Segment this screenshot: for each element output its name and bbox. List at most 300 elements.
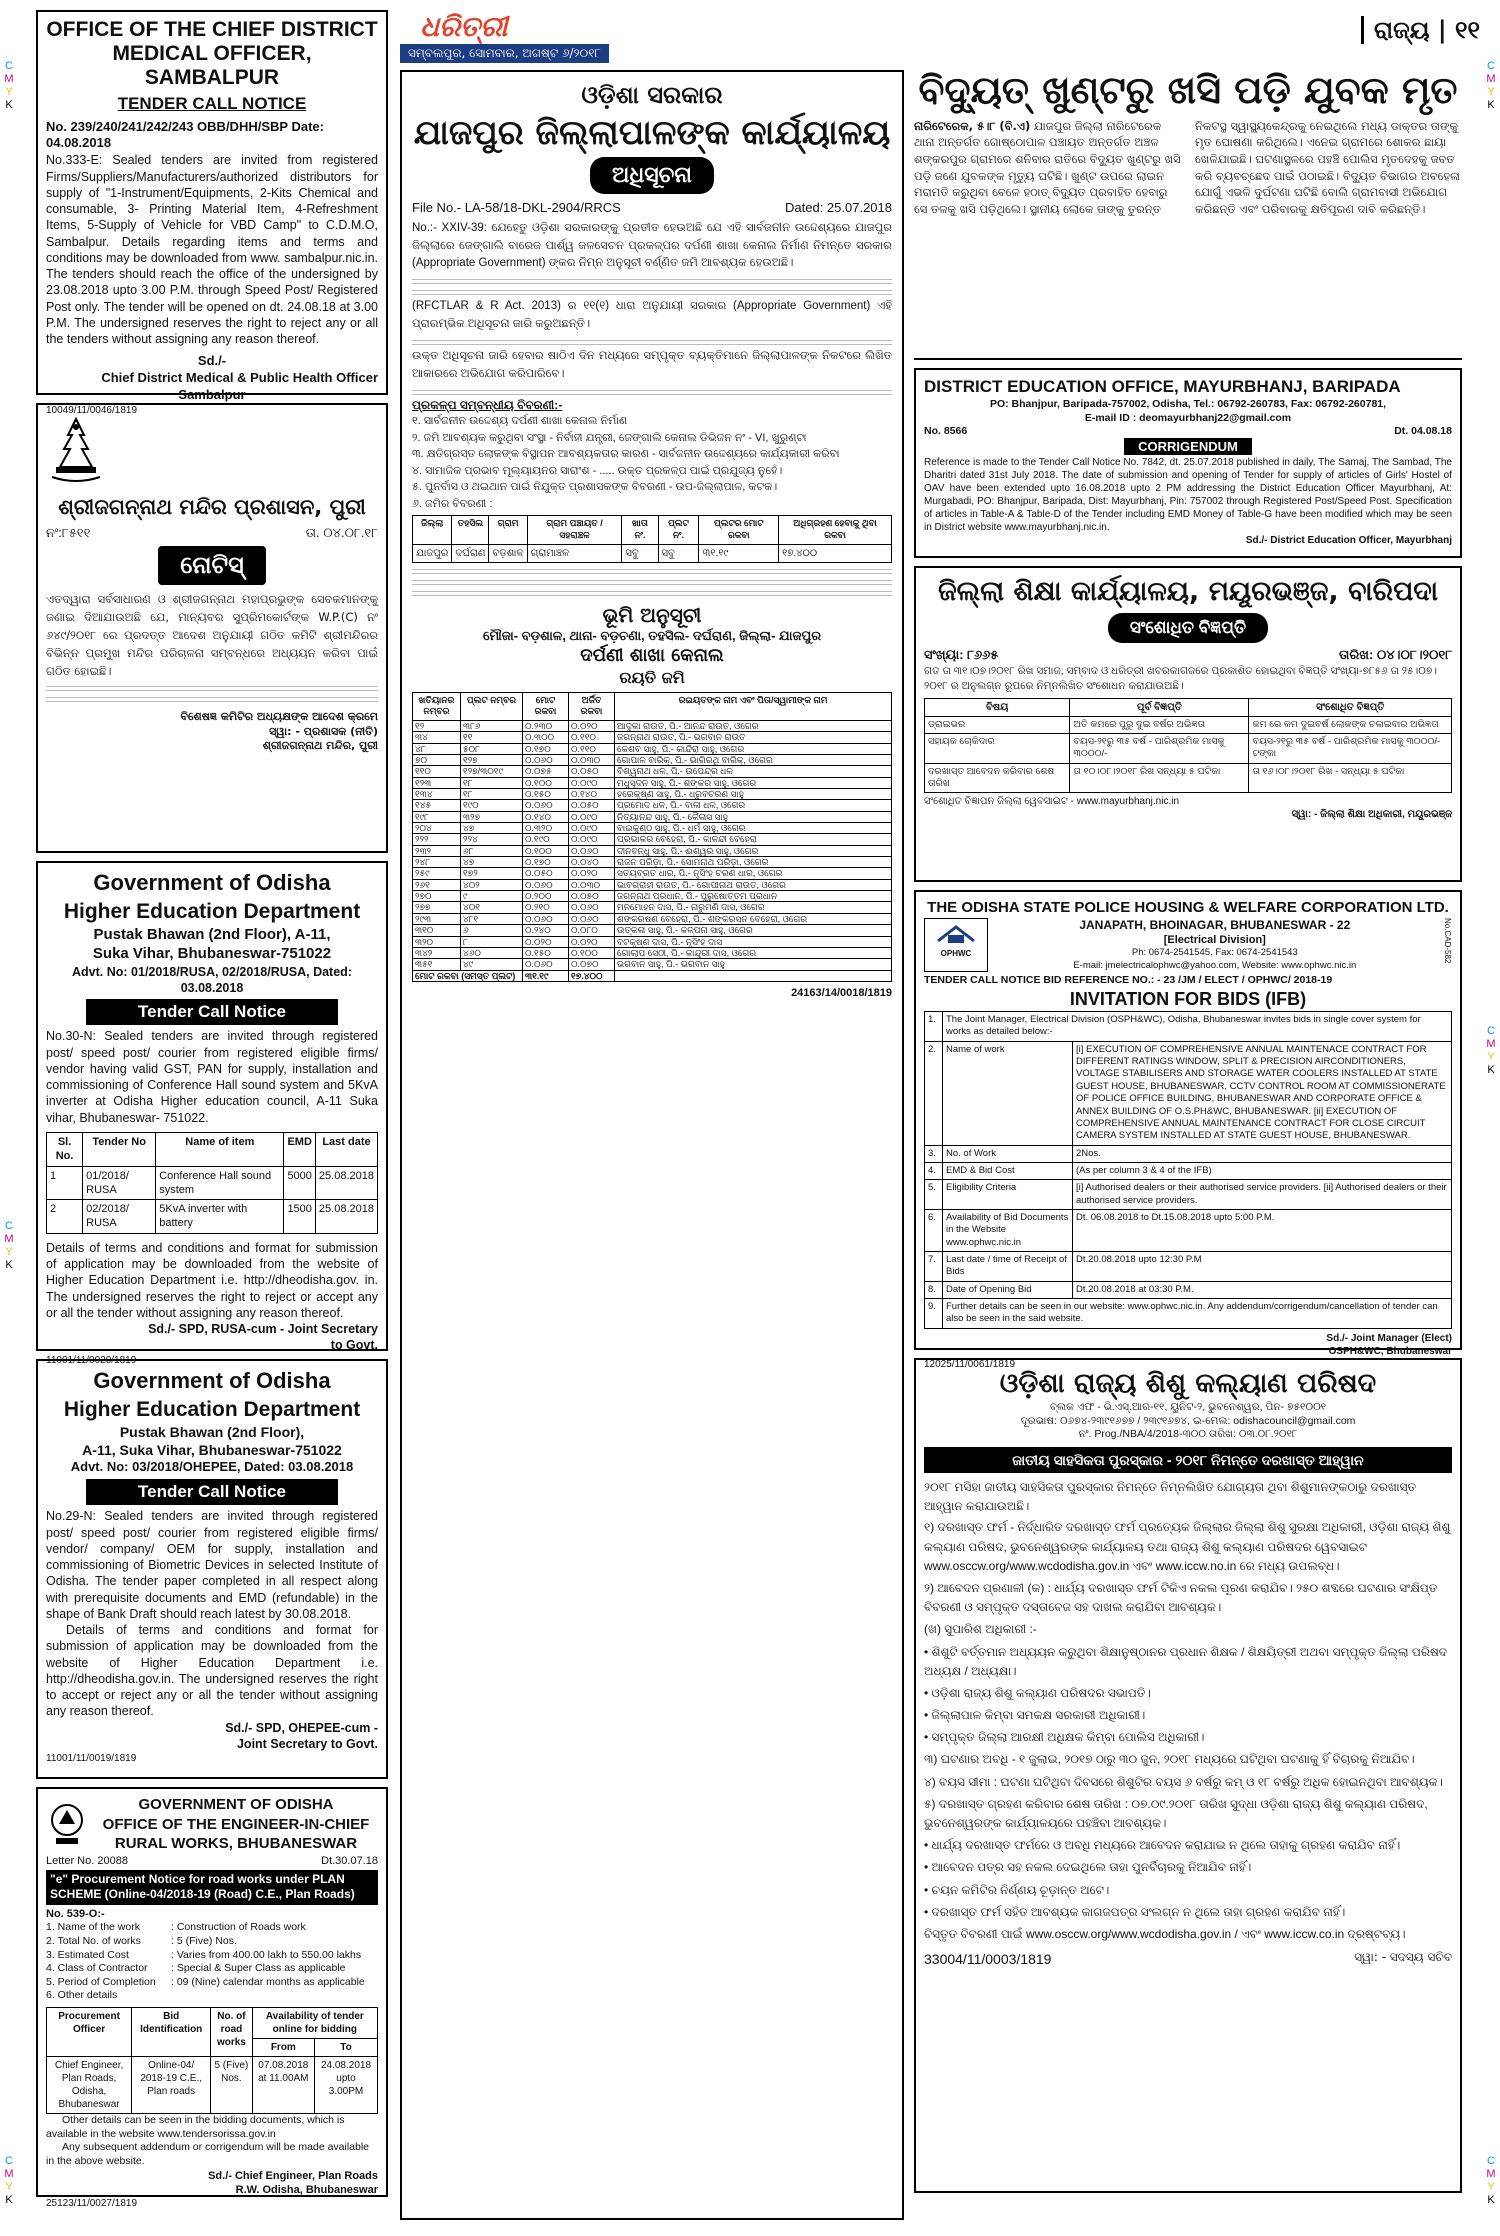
detail-row [46,1976,378,1990]
ad-code: 25123/11/0027/1819 [46,2198,138,2210]
list-title: ପ୍ରକଳ୍ପ ସମ୍ବନ୍ଧୀୟ ବିବରଣୀ:- [412,397,563,412]
ad-number: ସଂଖ୍ୟା: ୮୬୬୫ [924,647,999,663]
ad-reference: No. 239/240/241/242/243 OBB/DHH/SBP Date: 04.08.2018 [46,118,324,151]
bid-reference: TENDER CALL NOTICE BID REFERENCE NO.: - 23 /JM / ELECT / OPHWC/ 2018-19 [924,974,1333,987]
ad-number: No. 8566 [924,425,968,438]
table-cell: ୩୫୧ [413,959,461,970]
table-cell: ୧୨୭ [461,755,523,766]
table-cell: Eligibility Criteria [943,1180,1073,1210]
table-header [925,698,1452,716]
table-row [47,2057,378,2114]
table-cell: ୧୨ [413,720,461,731]
table-header-cell: Bid Identification [132,2008,211,2057]
table-cell: ୦.୦୨୦ [523,936,569,947]
table-cell: Online-04/ 2018-19 C.E., Plan roads [132,2057,211,2114]
table-cell: 2Nos. [1073,1145,1452,1162]
table-cell: ଦରଖାସ୍ତ ଆବେଦନ କରିବାର ଶେଷ ତାରିଖ [925,763,1070,793]
ad-title: Higher Education Department [63,1397,361,1421]
table-cell: ୦.୦୬୦ [523,959,569,970]
table-cell: ସତ୍ୟବ୍ରତ ଧାର, ପି.- ନୃସିଂହ ଚରଣ ଧାର, ଓଗେର [615,868,892,879]
temple-emblem-icon [46,415,106,485]
table-cell: EMD & Bid Cost [943,1162,1073,1179]
ad-higher-education-ohepee [36,1359,388,1779]
table-cell: ୩୮୬ [461,720,523,731]
table-cell: ୪୮୧ [461,913,523,924]
table-cell: 5. [925,1180,943,1210]
ad-email: E-mail: jmelectricalophwc@yahoo.com, Website: www.ophwc.nic.in [1073,959,1357,971]
table-cell: ୦.୦୫୦ [569,766,615,777]
news-story [914,70,1462,360]
table-cell: Date of Opening Bid [943,1281,1073,1298]
ad-body: No.30-N: Sealed tenders are invited through registered post/ speed post/ courier from registered eligible firms/ vendor having valid GST, PAN for supply, installation and commissioning of Conference Hall sound system and 5KvA inverter at Odisha Higher education council, A-11 Suka vihar, Bhubaneswar- 751022. [46,1029,378,1125]
table-row [413,732,892,743]
award-banner: ଜାତୀୟ ସାହସିକତା ପୁରସ୍କାର - ୨୦୧୮ ନିମନ୍ତେ ଦରଖାସ୍ତ ଆହ୍ୱାନ [924,1447,1452,1473]
table-header-cell: Name of item [156,1132,284,1166]
table-cell: ୦.୨୦୦ [523,891,569,902]
ad-sign: ସ୍ୱା: - ପ୍ରଶାସକ (ନୀତି) [269,724,378,738]
yellow-mark: Y [1487,86,1495,98]
table-cell: ୧୯୮ [413,811,461,822]
notice-banner [46,546,378,585]
table-header-cell: ଖାତା ନଂ. [622,516,658,544]
magenta-mark: M [1486,2168,1496,2180]
ad-jagannath-temple [36,403,388,853]
ad-code: 11001/11/0019/1819 [46,1753,137,1764]
table-cell: ୨୪୮ [413,857,461,868]
table-cell: ତା ୧୦।୦୮।୨୦୧୮ ରିଖ ସନ୍ଧ୍ୟା ୫ ଘଟିକା [1070,763,1249,793]
table-cell: ୨୨୨ [413,834,461,845]
table-cell: ୦.୦୬୦ [523,879,569,890]
table-cell: ଜଗନ୍ନାଥ ପ୍ରଧାନ, ପି.- ପୁରୁଷୋତ୍ତମ ପ୍ରଧାନ [615,891,892,902]
land-schedule-table [412,692,892,982]
tender-bar: Tender Call Notice [86,999,338,1025]
ad-title: OFFICE OF THE CHIEF DISTRICT MEDICAL OFFICER, SAMBALPUR [46,18,378,90]
table-cell: ଅତି କମରେ ପୁରୁ ଦୁଇ ବର୍ଷର ଅଭିଜ୍ଞତା [1070,716,1249,733]
ad-child-welfare-council [914,1358,1462,2193]
table-header [47,1132,378,1166]
newspaper-logo: ଧରିତ୍ରୀ [420,10,508,43]
table-cell: ୩୪୨ [413,947,461,958]
detail-value: : Construction of Roads work [171,1921,306,1934]
rw-ref-row [46,1854,378,1868]
ad-title: ଯାଜପୁର ଜିଲ୍ଲାପାଳଙ୍କ କାର୍ଯ୍ୟାଳୟ [413,113,891,154]
table-row [413,857,892,868]
table-cell: ୦.୧୦୦ [523,845,569,856]
ad-sign: Sd./- SPD, RUSA-cum - Joint Secretary [148,1322,378,1337]
table-cell: ଗୋପାଳ ବାରିକ୍, ପି.- ଭାଗିରଥି ବାରିକ୍, ଓଗେର [615,755,892,766]
table-cell: Name of work [943,1041,1073,1145]
table-cell: ୪୦୧ [461,902,523,913]
table-cell: Dt.20.08.2018 at 03:30 P.M. [1073,1281,1452,1298]
ad-title: Government of Odisha [93,1368,331,1393]
table-cell: ବାଇକୁଣ୍ଠ ସାହୁ, ପି.- ଧର୍ମ ସାହୁ, ଓଗେର [615,823,892,834]
table-cell: ପ୍ରମୋଦ ଧଳ, ପି.- ବାଳା ଧଳ, ଓଗେର [615,800,892,811]
detail-row [46,1949,378,1963]
ad-body: No.29-N: Sealed tenders are invited through registered post/ speed post/ courier from registered eligible firms/ vendor/ company/ OEM for supply, installation and commissioning of Biometric Devices in selected Institute of Odisha. The tender paper completed in all respect along with prerequisite documents and EMD (refundable) in the shape of Bank Draft should reach latest by 30.08.2018. [46,1509,378,1621]
table-cell: ଗ୍ରାମାଞ୍ଚଳ [527,544,622,562]
rw-details [46,1921,378,2003]
table-cell: ଦୀନବନ୍ଧୁ ସାହୁ, ପି.- ଈଶ୍ୱର ସାହୁ, ଓଗେର [615,845,892,856]
table-cell: ଭଗବାନ ସାହୁ, ପି.- ଭଗବାନ ସାହୁ [615,959,892,970]
text-lines [412,577,892,585]
table-cell: ଯାଜପୁର [413,544,452,562]
table-cell: ୧୪୫ [413,800,461,811]
table-header-cell: To [315,2039,378,2057]
detail-label: 1. Name of the work [46,1921,140,1934]
ad-address: A-11, Suka Vihar, Bhubaneswar-751022 [82,1442,342,1459]
ad-sign: R.W. Odisha, Bhubaneswar [235,2183,378,2196]
table-header-cell: Tender No [83,1132,156,1166]
right-column [914,70,1462,2201]
ad-date: Dt.30.07.18 [321,1854,378,1867]
table-cell: ୦.୦୭୦ [569,959,615,970]
rw-header [46,1795,378,1854]
yellow-mark: Y [5,86,13,98]
table-cell: ୦.୧୪୦ [523,811,569,822]
ad-date: ତା. ୦୪.୦୮.୧୮ [305,525,378,541]
detail-label: 2. Total No. of works [46,1934,141,1947]
tender-bar: Tender Call Notice [86,1479,338,1505]
ad-sign: Sambalpur [178,387,246,403]
table-cell: ୦.୧୭୦ [523,857,569,868]
news-body [914,118,1462,218]
table-row [413,743,892,754]
yellow-mark: Y [5,2181,13,2193]
table-cell: 25.08.2018 [315,1200,377,1234]
cyan-mark: C [1487,2155,1495,2167]
table-cell: 1 [47,1166,83,1200]
table-cell: ୨୩୨ [413,845,461,856]
land-kind: ରୟତି ଜମି [619,667,685,687]
list-item: ୬. ଜମିର ବିବରଣୀ : [412,497,493,510]
table-cell: ୦.୦୯୦ [569,823,615,834]
table-header-cell: From [252,2039,314,2057]
ad-sign: Sd./- District Education Officer, Mayurbhanj [1245,534,1452,546]
ad-body: ଏତଦ୍ୱାରା ସର୍ବସାଧାରଣ ଓ ଶ୍ରୀଜଗନ୍ନାଥ ମହାପ୍ରଭୁଙ୍କ ସେବକମାନଙ୍କୁ ଜଣାଇ ଦିଆଯାଉଅଛି ଯେ, ମାନ୍ୟବର ସୁପ୍ରିମକୋର୍ଟଙ୍କ W.P.(C) ନଂ ୬୪୯/୨୦୧୮ ରେ ପ୍ରଦତ୍ତ ଆଦେଶ ଅନୁଯାୟୀ ଗଠିତ କମିଟି ଶ୍ରୀମନ୍ଦିରର ବିଭିନ୍ନ ପ୍ରମୁଖ ମନ୍ଦିର ପରିଚାଳନା ସମ୍ବନ୍ଧରେ ଅଧ୍ୟୟନ କରିବା ପାଇଁ ଗଠିତ ହୋଇଛି। [46,592,378,678]
ad-sign: ସ୍ୱା: - ଜିଲ୍ଲା ଶିକ୍ଷା ଅଧିକାରୀ, ମୟୂରଭଞ୍ଜ [1291,809,1452,821]
ad-sign: ବିଶେଷଜ୍ଞ କମିଟିର ଅଧ୍ୟକ୍ଷଙ୍କ ଆଦେଶ କ୍ରମେ [180,710,378,724]
ad-govt: ଓଡ଼ିଶା ସରକାର [581,81,723,109]
table-row [925,1209,1452,1251]
odisha-emblem-icon [46,1800,88,1848]
yellow-mark: Y [1487,2181,1495,2193]
ad-body: ଗତ ତା ୩୧।୦୭।୨୦୧୮ ରିଖ ସମାଜ, ସମ୍ବାଦ ଓ ଧରିତ୍ରୀ ଖବରକାଗଜରେ ପ୍ରକାଶିତ ହୋଇଥିବା ବିଜ୍ଞପ୍ତି ସଂଖ୍ୟା-୭୮୫୬ ତା ୨୫।୦୭।୨୦୧୮ ର ଅନୁଲଗ୍ନ ରୂପରେ ନିମ୍ନଲିଖିତ ସଂଶୋଧନ କରାଯାଉଅଛି। [924,665,1438,693]
table-row [925,1145,1452,1162]
table-header-cell: ଗ୍ରାମ [489,516,527,544]
table-cell: ୦.୦୩୦ [569,755,615,766]
table-cell: ୮ [461,936,523,947]
black-mark: K [1487,2194,1495,2206]
table-row [925,733,1452,763]
table-header-cell: ରଇୟତଙ୍କ ନାମ ଏବଂ ପିତା/ସ୍ୱାମୀଙ୍କ ନାମ [615,692,892,720]
ad-ref-row [924,425,1452,439]
cyan-mark: C [5,2155,13,2167]
table-cell: ୪୯ [461,959,523,970]
table-row [413,868,892,879]
table-cell: ୧୧ [461,732,523,743]
table-cell: ବୟସ-୨୧ରୁ ୩୫ ବର୍ଷ - ପାରିଶ୍ରମିକ ମାସକୁ ୩୦୦୦/- [1070,733,1249,763]
list-item: • ଚୟନ କମିଟିର ନିର୍ଣ୍ଣୟ ଚୂଡ଼ାନ୍ତ ଅଟେ। [924,1882,1110,1897]
table-cell: ୦.୦୬୦ [569,902,615,913]
table-cell: ଜଗନ୍ନାଥ ରାଉତ, ପି.- ଭଗବାନ ରାଉତ [615,732,892,743]
table-row [925,1041,1452,1145]
ophwc-logo-text: OPHWC [940,948,972,958]
table-row [925,716,1452,733]
table-header-cell: No. of road works [211,2008,252,2057]
ad-rural-works [36,1787,388,2210]
table-row [413,902,892,913]
table-cell: Availability of Bid Documents in the Website www.ophwc.nic.in [943,1209,1073,1251]
table-cell: ୦.୧୯୦ [523,834,569,845]
list-item: ୪) ବୟସ ସୀମା : ଘଟଣା ଘଟିଥିବା ଦିବସରେ ଶିଶୁଟିର ବୟସ ୬ ବର୍ଷରୁ କମ୍ ଓ ୧୮ ବର୍ଷରୁ ଅଧିକ ହୋଇନଥିବା ଆବଶ୍ୟକ। [924,1774,1443,1789]
table-row [413,777,892,788]
text-lines [412,387,892,395]
ad-letter-no: Letter No. 20088 [46,1854,128,1867]
list-item: ୧. ସାର୍ବଜନୀନ ଉଦ୍ଦେଶ୍ୟ ଦର୍ପଣୀ ଶାଖା କେନାଲ ନିର୍ମାଣ [412,415,628,428]
table-cell: ୧୩୪ [413,789,461,800]
ad-footer: ସଂଶୋଧିତ ବିଜ୍ଞାପନ ଜିଲ୍ଲା ୱେବସାଇଟ - www.mayurbhanj.nic.in [924,796,1180,808]
ad-address: ବ୍ଲକ ଏଫ - ଭି.ଏସ୍.ଆର-୧୧, ୟୁନିଟ-୨, ଭୁବନେଶ୍ୱର, ପିନ- ୭୫୧୦୦୧ [1049,1401,1327,1414]
ad-reference: ନଂ. Prog./NBA/4/2018-୩୦୦ ତାରିଖ: ୦୩.୦୮.୨୦୧୮ [1078,1428,1298,1441]
table-cell: ୦.୦୫୦ [523,868,569,879]
table-header-cell: ପୂର୍ବ ବିଜ୍ଞପ୍ତି [1070,698,1249,716]
table-total-row [413,970,892,981]
black-mark: K [1487,99,1495,111]
registration-mark-right-top [1484,60,1498,112]
table-header-cell: Sl. No. [47,1132,83,1166]
ad-code: 11001/11/0020/1819 [46,1354,137,1366]
table-cell: ୩୨୭ [461,811,523,822]
table-cell: 2 [47,1200,83,1234]
ad-ref-row [46,525,378,542]
table-row [925,1180,1452,1210]
project-list [412,413,892,512]
table-row [413,766,892,777]
detail-row [46,1962,378,1976]
notification-banner [412,157,892,194]
table-header-cell: ତହସିଲ [452,516,489,544]
detail-label: 5. Period of Completion [46,1975,156,1988]
table-row [413,720,892,731]
list-item: ୩) ଘଟଣାର ଅବଧି - ୧ ଜୁଲାଇ, ୨୦୧୭ ଠାରୁ ୩୦ ଜୁନ, ୨୦୧୮ ମଧ୍ୟରେ ଘଟିଥିବା ଘଟଣାକୁ ହିଁ ବିଚାରକୁ ନିଆଯିବ। [924,1752,1415,1767]
table-cell: [i] EXECUTION OF COMPREHENSIVE ANNUAL MAINTENACE CONTRACT FOR DIFFERENT RATINGS WINDOW, SPLIT & PRECISION AIRCONDITIONERS, VOLTAGE STABILISERS AND STORAGE WATER COOLERS INSTALLED AT STATE GUEST HOUSE, BHUBANESWAR, CCTV CONTROL ROOM AT COMMISSIONERATE OF POLICE OFFICE BUILDING, BHUBANESWAR AND CORPORATE OFFICE & ANNEX BUILDING OF O.S.PH&WC, BHUBANESWAR. [ii] EXECUTION OF COMPREHENSIVE ANNUAL MAINTENANCE CONTRACT FOR CLOSE CIRCUIT CAMERA SYSTEM INSTALLED AT STATE GUEST HOUSE, BHUBANESWAR. [1073,1041,1452,1145]
ad-footer-row [924,1950,1452,1968]
table-cell: ୩୪ [413,732,461,743]
ad-ref-row [924,647,1452,664]
table-cell: [i] Authorised dealers or their authorised service providers. [ii] Authorised dealers or their authorised service providers. [1073,1180,1452,1210]
table-header-cell: ପ୍ଲଟ ନମ୍ବର [461,692,523,720]
table-cell: ୦.୦୨୦ [569,936,615,947]
table-cell: ଭାବଗ୍ରାହୀ ରାଉତ, ପି.- ଗୋପୀନାଥ ରାଉତ, ଓଗେର [615,879,892,890]
text-lines [412,287,892,295]
table-row [413,823,892,834]
table-row [413,891,892,902]
table-cell: ୦.୦୬୦ [569,845,615,856]
ad-cdmo-sambalpur [36,10,388,416]
ad-address: PO: Bhanjpur, Baripada-757002, Odisha, Tel.: 06792-260783, Fax: 06792-260781, [989,398,1387,411]
side-code: No.CAD-582 [1443,917,1452,963]
table-cell: ବଟକୃଷ୍ଣ ଦାସ, ପି.- ନୃସିଂହ ଦାସ [615,936,892,947]
left-column [36,10,388,2210]
list-item: ୫) ଦରଖାସ୍ତ ଗ୍ରହଣ କରିବାର ଶେଷ ତାରିଖ : ୦୭.୦୯.୨୦୧୮ ତାରିଖ ସୁଦ୍ଧା ଓଡ଼ିଶା ରାଜ୍ୟ ଶିଶୁ କଲ୍ୟାଣ ପରିଷଦ, ଭୁବନେଶ୍ୱରଙ୍କ କାର୍ଯ୍ୟାଳୟରେ ପହଞ୍ଚିବା ଆବଶ୍ୟକ। [924,1796,1428,1831]
ad-sign: Sd./- Joint Manager (Elect) [1326,1332,1452,1344]
table-cell: ନିତ୍ୟାନନ୍ଦ ସାହୁ, ପି.- କୈଳାସ ସାହୁ [615,811,892,822]
ad-advt-no: Advt. No: 01/2018/RUSA, 02/2018/RUSA, Dated: 03.08.2018 [72,964,352,996]
list-item: • ଓଡ଼ିଶା ରାଜ୍ୟ ଶିଶୁ କଲ୍ୟାଣ ପରିଷଦର ସଭାପତି। [924,1685,1151,1700]
table-cell: ୬ [461,925,523,936]
table-cell: ୨୦୪ [413,823,461,834]
table-row [413,845,892,856]
table-row [413,544,892,562]
issue-dateline: ସମ୍ବଲପୁର, ସୋମବାର, ଅଗଷ୍ଟ ୬/୨୦୧୮ [400,44,609,63]
detail-value: : 5 (Five) Nos. [171,1934,237,1947]
ad-body: Reference is made to the Tender Call Notice No. 7842, dt. 25.07.2018 published in daily, The Samaj, The Sambad, The Dharitri dated 31st July 2018. The date of submission and opening of Tender for supply of articles of Girls' Hostel of OAV have been extended upto 16.08.2018 upto 2 PM addressing the District Education Officer Mayurbhanj, At: Murgabadi, PO: Bhanjpur, Baripada, Dist: Mayurbhanj, Pin: 757002 through Registered Post/Speed Post. Specification of articles in Table-A & Table-D of the Tender including EMD Money of Table-G have been modified which may be seen in District website www.mayurbhanj.nic.in. [924,456,1452,533]
news-text: ଯାଜପୁର ଜିଲ୍ଲା ନାରିଟେରେକ ଥାନା ଅନ୍ତର୍ଗତ ଗୋଷ୍ଠୋପାଳ ପଞ୍ଚାୟତ ଅନ୍ତର୍ଗତ ଅଞ୍ଚଳ ଶଙ୍କରପୁର ଗ୍ରାମରେ ଶନିବାର ରାତିରେ ବିଦ୍ୟୁତ ଖୁଣ୍ଟରୁ ଖସି ପଡ଼ି ଜଣେ ଯୁବକଙ୍କ ମୃତ୍ୟୁ ଘଟିଛି। ଖୁଣ୍ଟ ଉପରେ ଲାଇନ ମରାମତି କରୁଥିବା ବେଳେ ହଠାତ୍ ବିଦ୍ୟୁତ ପ୍ରବାହିତ ହେବାରୁ ସେ ତଳକୁ ଖସି ପଡ଼ିଥିଲେ। ସ୍ଥାନୀୟ ଲୋକେ ତାଙ୍କୁ ତୁରନ୍ତ ନିକଟସ୍ଥ ସ୍ୱାସ୍ଥ୍ୟକେନ୍ଦ୍ରକୁ ନେଇଥିଲେ ମଧ୍ୟ ଡାକ୍ତର ତାଙ୍କୁ ମୃତ ଘୋଷଣା କରିଥିଲେ। ଏନେଇ ଗ୍ରାମରେ ଶୋକର ଛାୟା ଖେଳିଯାଇଛି। ଘଟଣାସ୍ଥଳରେ ପହଞ୍ଚି ପୋଲିସ ମୃତଦେହକୁ ଜବତ କରି ବ୍ୟବଚ୍ଛେଦ ପାଇଁ ପଠାଇଛି। ବିଦ୍ୟୁତ ବିଭାଗର ଅବହେଳା ଯୋଗୁଁ ଏଭଳି ଦୁର୍ଘଟଣା ଘଟିଛି ବୋଲି ଗ୍ରାମବାସୀ ଅଭିଯୋଗ କରିଛନ୍ତି ଏବଂ ପରିବାରକୁ କ୍ଷତିପୂରଣ ଦାବି କରିଛନ୍ତି। [914,118,1460,217]
table-header-cell: Last date [315,1132,377,1166]
ad-title: OFFICE OF THE ENGINEER-IN-CHIEF [102,1815,370,1833]
ad-sign: Sd./- Chief Engineer, Plan Roads [208,2169,378,2182]
table-cell: ସବୁ [658,544,699,562]
ad-date: ତାରିଖ: ୦୪।୦୮।୨୦୧୮ [1339,647,1452,663]
list-item: • ଆବେଦନ ପତ୍ର ସହ ନକଲ ଦେଇଥିଲେ ତାହା ପୁନର୍ବିଚାରକୁ ନିଆଯିବ ନାହିଁ। [924,1860,1252,1875]
detail-label: 3. Estimated Cost [46,1948,129,1961]
table-cell: ୦.୧୧୦ [569,732,615,743]
table-header [47,2008,378,2039]
ad-body: ଉକ୍ତ ଅଧିସୂଚନା ଜାରି ହେବାର ଷାଠିଏ ଦିନ ମଧ୍ୟରେ ସମ୍ପୃକ୍ତ ବ୍ୟକ୍ତିମାନେ ଜିଲ୍ଲାପାଳଙ୍କ ନିକଟରେ ଲିଖିତ ଆକାରରେ ଅଭିଯୋଗ କରିପାରିବେ। [412,349,892,380]
black-mark: K [1487,1064,1495,1076]
table-row [47,1166,378,1200]
table-cell: ବିଶ୍ୱନାଥ ଧଳ, ପି.- ଉପେନ୍ଦ୍ର ଧଳ [615,766,892,777]
table-cell: ୦.୦୫୦ [569,800,615,811]
ad-title: ଶ୍ରୀଜଗନ୍ନାଥ ମନ୍ଦିର ପ୍ରଶାସନ, ପୁରୀ [58,494,366,519]
table-cell: ୦.୨୧୦ [523,902,569,913]
table-row [413,811,892,822]
table-cell: ୧୨୭/୩୦୧୯ [461,766,523,777]
registration-mark-left-mid [2,1220,16,1272]
ad-higher-education-rusa [36,861,388,1366]
table-row [925,763,1452,793]
tender-table [46,1132,378,1234]
yellow-mark: Y [1487,1051,1495,1063]
table-row [413,755,892,766]
ad-title: Government of Odisha [93,870,331,895]
table-cell: ୯ [461,891,523,902]
table-cell: ୨୭୦ [413,891,461,902]
table-cell: ହରେକୃଷ୍ଣ ସାହୁ, ପି.- ଧ୍ରୁବଚରଣ ସାହୁ [615,789,892,800]
ad-sign: Joint Secretary to Govt. [236,1736,378,1751]
ophwc-address [994,918,1436,973]
file-number: File No.- LA-58/18-DKL-2904/RRCS [412,199,621,215]
magenta-mark: M [4,1233,14,1245]
detail-label: 6. Other details [46,1989,118,2002]
table-cell: ୦.୨୪୦ [523,925,569,936]
cyan-mark: C [1487,60,1495,72]
ad-number: No. 539-O:- [46,1907,105,1920]
list-item: • ଦରଖାସ୍ତ ଫର୍ମ ସହିତ ଆବଶ୍ୟକ କାଗଜପତ୍ର ସଂଲଗ୍ନ ନ ଥିଲେ ତାହା ଗ୍ରହଣ କରାଯିବ ନାହିଁ। [924,1904,1346,1919]
detail-label: 4. Class of Contractor [46,1962,148,1975]
table-cell: ୩୧.୧୯ [699,544,779,562]
table-cell: 5 (Five) Nos. [211,2057,252,2114]
table-cell: ବଡ଼ଶାଳ [489,544,527,562]
table-cell: 5000 [284,1166,315,1200]
ad-body: No.:- XXIV-39: ଯେହେତୁ ଓଡ଼ିଶା ସରକାରଙ୍କୁ ପ୍ରତୀତ ହେଉଅଛି ଯେ ଏହି ସାର୍ବଜନୀନ ଉଦ୍ଦେଶ୍ୟରେ ଯାଜପୁର ଜିଲ୍ଲାରେ ଜେଙ୍ଗାଲି ବାରେଜ ପାର୍ଶ୍ୱ ଜଳସେଚନ ପ୍ରକଳ୍ପର ଦର୍ପଣୀ ଶାଖା କେନାଲ ନିର୍ମାଣ ନିମନ୍ତେ ସରକାର (Appropriate Government) ଙ୍କର ନିମ୍ନ ଅନୁସୂଚୀ ବର୍ଣ୍ଣିତ ଜମି ଆବଶ୍ୟକ ହେଉଅଛି। [412,221,892,270]
award-points [924,1518,1452,1944]
ad-title: GOVERNMENT OF ODISHA [138,1796,334,1813]
table-cell: ୨୭୭ [413,902,461,913]
table-cell: ୦.୧୧୦ [569,743,615,754]
ad-title: ଓଡ଼ିଶା ରାଜ୍ୟ ଶିଶୁ କଲ୍ୟାଣ ପରିଷଦ [999,1368,1377,1399]
file-row [412,200,892,217]
notice-pill: ନୋଟିସ୍ [158,546,266,585]
ad-footer: Any subsequent addendum or corrigendum will be made available in the above website. [46,2141,370,2168]
table-cell: ୫୦୮ [461,743,523,754]
page-tag: ରାଜ୍ୟ | ୧୧ [1361,16,1480,44]
table-row [413,879,892,890]
schedule-rows [413,720,892,970]
table-cell: ୦.୦୩୦ [569,879,615,890]
cyan-mark: C [5,1220,13,1232]
table-cell: ୭୦ [413,755,461,766]
table-header-cell: Procurement Officer [47,2008,132,2057]
table-header-cell: Availability of tender online for bidding [252,2008,377,2039]
detail-value: : Special & Super Class as applicable [171,1962,346,1975]
table-cell: Chief Engineer, Plan Roads, Odisha, Bhubaneswar [47,2057,132,2114]
table-cell: 01/2018/ RUSA [83,1166,156,1200]
table-row [47,1200,378,1234]
table-row [925,1012,1452,1042]
list-item: • ଶିଶୁଟି ବର୍ତ୍ତମାନ ଅଧ୍ୟୟନ କରୁଥିବା ଶିକ୍ଷାନୁଷ୍ଠାନର ପ୍ରଧାନ ଶିକ୍ଷକ / ଶିକ୍ଷୟିତ୍ରୀ ଅଥବା ସମ୍ପୃକ୍ତ ଜିଲ୍ଲା ପରିଷଦ ଅଧ୍ୟକ୍ଷ / ଅଧ୍ୟକ୍ଷା। [924,1644,1448,1678]
notification-pill: ଅଧିସୂଚନା [590,157,714,194]
canal-name: ଦର୍ପଣୀ ଶାଖା କେନାଲ [580,645,724,667]
ophwc-header [924,918,1452,973]
list-item: ୧) ଦରଖାସ୍ତ ଫର୍ମ - ନିର୍ଦ୍ଧାରିତ ଦରଖାସ୍ତ ଫର୍ମ ପ୍ରତ୍ୟେକ ଜିଲ୍ଲାର ଜିଲ୍ଲା ଶିଶୁ ସୁରକ୍ଷା ଅଧିକାରୀ, ଓଡ଼ିଶା ରାଜ୍ୟ ଶିଶୁ କଲ୍ୟାଣ ପରିଷଦ, ଭୁବନେଶ୍ୱରଙ୍କ କାର୍ଯ୍ୟାଳୟ ତଥା ରାଜ୍ୟ ଶିଶୁ କଲ୍ୟାଣ ପରିଷଦର ୱେବସାଇଟ www.osccw.org/www.wcdodisha.gov.in ଏବଂ www.iccw.no.in ରେ ମଧ୍ୟ ଉପଲବ୍ଧ। [924,1520,1451,1573]
table-cell: ୦.୧୫୦ [523,947,569,958]
file-date: Dated: 25.07.2018 [785,199,892,215]
table-cell: ୦.୦୯୦ [569,777,615,788]
middle-column [400,70,904,2228]
schedule-title: ଭୂମି ଅନୁସୂଚୀ [602,602,702,627]
table-cell: ୦.୦୫୦ [569,891,615,902]
table-cell: 9. [925,1298,943,1328]
ad-title: THE ODISHA STATE POLICE HOUSING & WELFARE CORPORATION LTD. [927,899,1449,916]
revised-banner [924,613,1452,643]
registration-mark-right-bottom [1484,2155,1498,2207]
ophwc-logo [924,918,988,973]
ad-address: Pustak Bhawan (2nd Floor), A-11, [93,925,331,943]
table-cell: ୦.୧୦୦ [569,947,615,958]
table-cell [615,970,892,981]
table-cell: ଆଦୁକା ରାଉତ, ପି.- ଆନନ୍ଦ ରାଉତ, ଓଗେର [615,720,892,731]
list-item: ୩. କ୍ଷତିଗ୍ରସ୍ତ ଲୋକଙ୍କ ବିସ୍ଥାପନ ଆବଶ୍ୟକତାର କାରଣ - ସାର୍ବଜନୀନ ଉଦ୍ଦେଶ୍ୟରେ କାର୍ଯ୍ୟକାରୀ କରିବା [412,448,840,461]
registration-mark-left-bottom [2,2155,16,2207]
ad-code: 10049/11/0046/1819 [46,404,138,416]
list-item: • ସମ୍ପୃକ୍ତ ଜିଲ୍ଲା ଆରକ୍ଷୀ ଅଧିକ୍ଷକ କିମ୍ବା ପୋଲିସ ଅଧିକାରୀ। [924,1730,1205,1745]
table-cell: Further details can be seen in our website: www.ophwc.nic.in. Any addendum/corrigendum/cancellation of tender can also be seen in the said website. [943,1298,1452,1328]
table-cell: 7. [925,1251,943,1281]
table-cell: 3. [925,1145,943,1162]
table-header-cell: ଅର୍ଜିତ ରକବା [569,692,615,720]
ad-body: ୨୦୧୮ ମସିହା ଜାତୀୟ ସାହସିକତା ପୁରସ୍କାର ନିମନ୍ତେ ନିମ୍ନଲିଖିତ ଯୋଗ୍ୟତା ଥିବା ଶିଶୁମାନଙ୍କଠାରୁ ଦରଖାସ୍ତ ଆହ୍ୱାନ କରାଯାଉଅଛି। [924,1480,1417,1513]
table-cell: ୪୬୦ [461,947,523,958]
registration-mark-right-mid [1484,1025,1498,1077]
total-label: ମୋଟ ରକବା (ସମସ୍ତ ପ୍ଲଟ) [413,970,523,981]
black-mark: K [5,99,13,111]
table-cell: ୩୧୦ [413,925,461,936]
ad-ophwc [914,890,1462,1370]
table-header-cell: EMD [284,1132,315,1166]
table-cell: 4. [925,1162,943,1179]
table-header-cell: ଅଧିଗ୍ରହଣ ହେବାକୁ ଥିବା ରକବା [779,516,892,544]
